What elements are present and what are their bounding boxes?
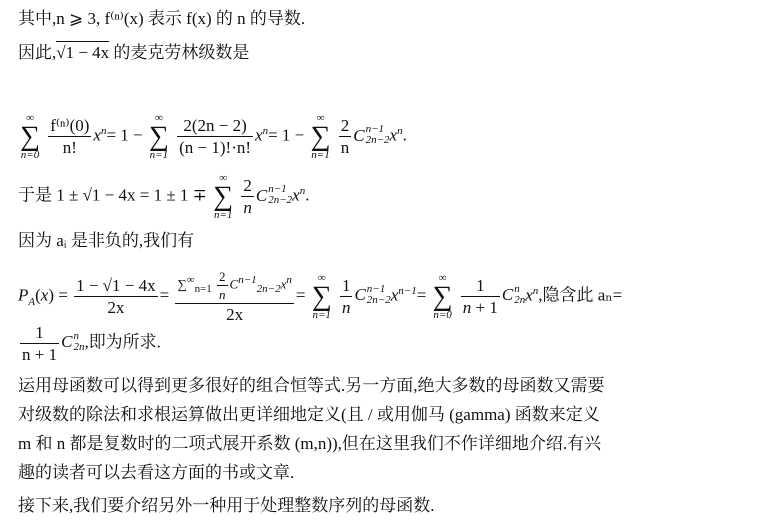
line2-prefix: 因此, [18,43,57,62]
paragraph-line-2: 对级数的除法和求根运算做出更详细地定义(且 / 或用伽马 (gamma) 函数来定义 [18,405,600,424]
equation-1: ∞ ∑ n=0 $\frac{\text{f⁽ⁿ⁾(0)}}{n!}$ $x^n= 1$ − ∞ ∑ n=1 $\frac{2(2n - 2)}{(n - 1)!\cdot n!}$ $x^n= 1$ − ∞ ∑ n=1 $\frac{2}{n}$ C n−1 2n−2 $x^n$. [20,112,407,162]
fraction: $\frac{2}{n}$ [243,176,252,218]
fraction: $\sum^\infty_{n=1}$ $\frac{2}{n}$ $C^{n-1}_{2n-2}x^n$ 2x [177,269,292,324]
text-line-2 [18,44,249,61]
fraction: $\frac{1 - √1 - 4x}{2x}$ [76,276,156,317]
sum-symbol: ∞ ∑ n=0 [20,112,40,162]
sum-symbol: ∞ ∑ n=1 [148,112,169,162]
fraction: $\frac{2(2n - 2)}{(n - 1)!\cdot n!}$ [179,116,252,158]
sum-symbol: ∞ ∑ n=1 [310,112,331,162]
sum-symbol: ∞ ∑ n=0 [432,271,453,322]
equation-3: $\frac{1}{n + 1}$ C n 2n ,即为所求. [22,323,161,364]
text-line-yushi: 于是 1 ± √1 − 4x = 1 ± 1 ∓ ∞ ∑ n=1 $\frac{2}{n}$ C n−1 2n−2 $x^n$. [18,172,310,222]
equation-2: $P_A(x)$ = $\frac{1 - √1 - 4x}{2x}$ = $\sum^\infty_{n=1}$ $\frac{2}{n}$ $C^{n-1}_{2n-2}x^n$ 2x = ∞ ∑ n=1 $\frac{1}{n}$ C n−1 2n−2 $x^{n-1}=$ ∞ ∑ n=0 $\frac{1}{n + 1}$ C n 2n $x^n$,隐含此 aₙ= [18,269,623,324]
sum-symbol: ∞ ∑ n=1 [311,271,332,322]
paragraph-line-4: 趣的读者可以去看这方面的书或文章. [18,463,295,482]
line2-suffix: 的麦克劳林级数是 [109,43,250,62]
fraction: $\frac{\text{f⁽ⁿ⁾(0)}}{n!}$ [50,116,90,158]
fraction: $\frac{1}{n + 1}$ [22,323,58,364]
text-line-yinwei: 因为 aᵢ 是非负的,我们有 [18,231,195,250]
text-line-1: 其中,n ⩾ 3, f⁽ⁿ⁾(x) 表示 f(x) 的 n 的导数. [18,9,306,28]
fraction: $\frac{2}{n}$ [340,116,350,158]
line2-expr: √1 − 4x [56,43,110,62]
sum-symbol: ∞ ∑ n=1 [213,172,234,222]
fraction: $\frac{1}{n}$ [341,276,351,317]
paragraph-2: 接下来,我们要介绍另外一种用于处理整数序列的母函数. [18,496,435,515]
paragraph-line-1: 运用母函数可以得到更多很好的组合恒等式.另一方面,绝大多数的母函数又需要 [18,376,605,395]
fraction: $\frac{1}{n + 1}$ [462,276,498,317]
paragraph-line-3: m 和 n 都是复数时的二项式展开系数 (m,n)),但在这里我们不作详细地介绍.有兴 [18,434,602,453]
